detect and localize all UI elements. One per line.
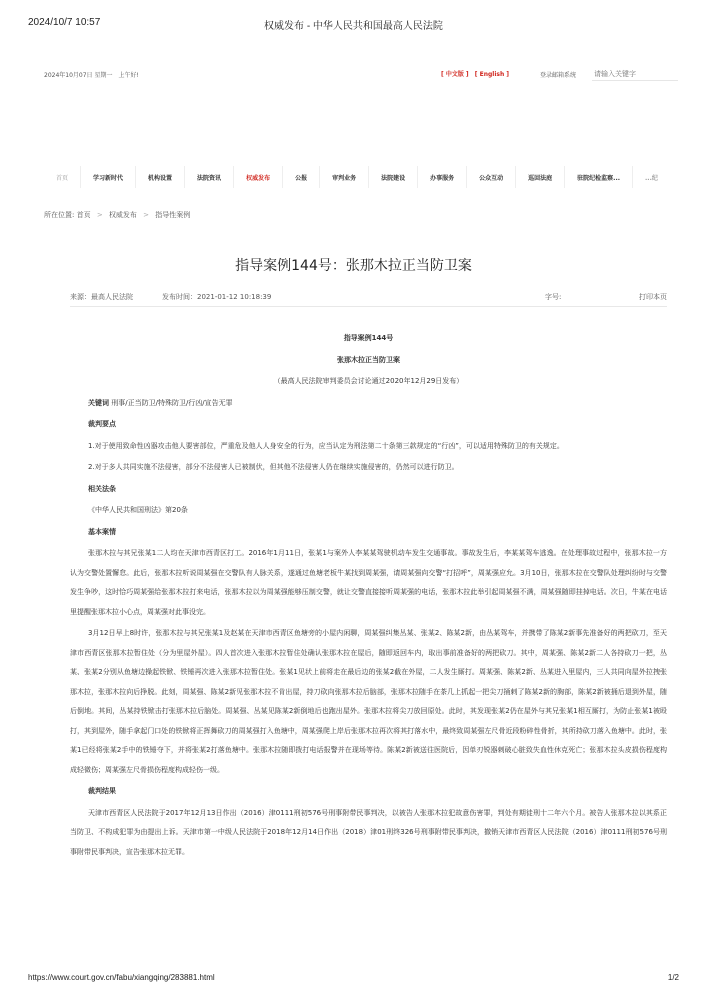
article-source: 来源：最高人民法院 — [70, 293, 133, 301]
nav-label: 巡回法庭 — [528, 174, 553, 182]
point-1: 1.对于使用致命性凶器攻击他人要害部位，严重危及他人人身安全的行为，应当认定为刑法第二十条第三款规定的“行凶”，可以适用特殊防卫的有关规定。 — [88, 441, 564, 450]
point-2: 2.对于多人共同实施不法侵害，部分不法侵害人已被制伏，但其他不法侵害人仍在继续实施侵害的，仍然可以进行防卫。 — [88, 463, 459, 471]
breadcrumb-releases[interactable]: 权威发布 — [108, 211, 137, 219]
section-heading-result: 裁判结果 — [88, 787, 116, 795]
section-heading-facts: 基本案情 — [88, 527, 116, 536]
nav-label: 法院资讯 — [197, 174, 222, 182]
nav-label: 首页 — [56, 174, 69, 182]
nav-label: 公报 — [295, 174, 308, 182]
result-paragraph: 天津市西青区人民法院于2017年12月13日作出（2016）津0111刑初576号刑事附带民事判决，以被告人张那木拉犯故意伤害罪，判处有期徒刑十二年六个月。被告人张那木拉以其系正当防卫、不构成犯罪为由提出上诉。天津市第一中级人民法院于2018年12月14日作出（2018）津01刑终326号刑事附带民事判决，撤销天津市西青区人民法院（2016）津0111刑初576号刑事附带民事判决，宣告张那木拉无罪。 — [70, 808, 667, 856]
related-law: 《中华人民共和国刑法》第20条 — [88, 506, 188, 514]
nav-item-organization[interactable] — [136, 166, 185, 188]
current-date: 2024年10月07日 星期一 上午好! — [44, 72, 139, 79]
case-number: 指导案例144号 — [343, 334, 394, 342]
nav-item-discipline[interactable] — [565, 166, 633, 188]
nav-item-interaction[interactable] — [467, 166, 516, 188]
case-subtitle: （最高人民法院审判委员会讨论通过2020年12月29日发布） — [273, 377, 464, 385]
keywords-line — [70, 394, 667, 414]
breadcrumb-prefix: 所在位置: — [44, 211, 75, 219]
nav-item-trial[interactable] — [320, 166, 369, 188]
article-body — [70, 329, 667, 864]
nav-label: 权威发布 — [246, 174, 271, 182]
nav-label: 公众互动 — [479, 174, 504, 182]
breadcrumb — [44, 210, 190, 220]
lang-chinese-link[interactable]: [ 中文版 ] — [441, 71, 469, 78]
print-timestamp: 2024/10/7 10:57 — [28, 17, 101, 28]
font-size-control[interactable]: 字号: — [545, 293, 562, 301]
nav-label: 驻院纪检监察... — [577, 174, 621, 182]
article-publish-time: 发布时间：2021-01-12 10:18:39 — [162, 293, 272, 301]
search-input[interactable] — [592, 68, 678, 81]
nav-item-construction[interactable] — [369, 166, 418, 188]
nav-item-more[interactable] — [633, 166, 670, 188]
article-title: 指导案例144号：张那木拉正当防卫案 — [235, 258, 472, 274]
breadcrumb-guiding-cases[interactable]: 指导性案例 — [155, 211, 191, 219]
nav-label: 审判业务 — [332, 174, 357, 182]
print-page-link[interactable]: 打印本页 — [639, 293, 667, 301]
nav-item-home[interactable] — [44, 166, 81, 188]
mail-login-link[interactable]: 登录邮箱系统 — [540, 72, 577, 79]
section-heading-law: 相关法条 — [88, 484, 116, 493]
nav-label: 机构设置 — [148, 174, 173, 182]
facts-paragraph-2: 3月12日早上8时许，张那木拉与其兄张某1及赵某在天津市西青区鱼塘旁的小屋内闲聊，周某强纠集丛某、张某2、陈某2新，由丛某驾车，并携带了陈某2新事先准备好的两把砍刀，至天津市西青区张那木拉暂住处（分为里屋外屋）。四人首次进入张那木拉暂住处确认张那木拉在屋后，随即返回车内，取出事前准备好的两把砍刀。其中，周某强、陈某2新二人各持砍刀一把，丛某、张某2分别从鱼塘边操起铁锨、铁锤再次进入张那木拉暂住处。张某1见状上前将走在最后边的张某2截在外屋，二人发生厮打。周某强、陈某2新、丛某进入里屋内，三人共同向屋外拉拽张那木拉，张那木拉向后挣脱。此刻，周某强、陈某2新见张那木拉不肯出屋，持刀砍向张那木拉后脑部，张那木拉随手在茶几上抓起一把尖刀捅刺了陈某2新的胸部，陈某2新被捅后退到外屋，随后倒地。其间，丛某持铁锨击打张那木拉后脑处。周某强、丛某见陈某2新倒地后也跑出屋外。张那木拉将尖刀放回原处。此时，其发现张某2仍在屋外与其兄张某1相互厮打，为防止张某1被殴打，其到屋外，随手拿起门口处的铁锨将正挥舞砍刀的周某强打入鱼塘中，周某强爬上岸后张那木拉再次将其打落水中，最终致周某强左尺骨近段粉碎性骨折，其所持砍刀落入鱼塘中。此时，张某1已经将张某2手中的铁锤夺下，并将张某2打落鱼塘中。张那木拉随即拨打电话报警并在现场等待。陈某2新被送往医院后，因单刃锐器刺破心脏致失血性休克死亡；张那木拉头皮损伤程度构成轻微伤；周某强左尺骨损伤程度构成轻伤一级。 — [70, 629, 667, 774]
nav-label: 办事服务 — [430, 174, 455, 182]
nav-label: 学习新时代 — [93, 174, 124, 182]
nav-item-circuit-court[interactable] — [516, 166, 565, 188]
keywords-label: 关键词 — [88, 398, 109, 407]
print-page-title: 权威发布 - 中华人民共和国最高人民法院 — [264, 21, 443, 32]
main-nav — [44, 166, 707, 188]
case-name: 张那木拉正当防卫案 — [337, 355, 400, 364]
lang-english-link[interactable]: [ English ] — [474, 71, 510, 78]
nav-item-study[interactable] — [81, 166, 136, 188]
nav-item-releases[interactable] — [234, 166, 283, 188]
language-switch — [441, 69, 513, 78]
top-bar — [0, 68, 707, 82]
page-url: https://www.court.gov.cn/fabu/xiangqing/283881.html — [28, 973, 215, 982]
breadcrumb-separator: > — [143, 211, 150, 219]
nav-item-news[interactable] — [185, 166, 234, 188]
section-heading-points: 裁判要点 — [88, 420, 116, 428]
nav-label: ...纪 — [645, 174, 658, 182]
nav-label: 法院建设 — [381, 174, 406, 182]
breadcrumb-separator: > — [96, 211, 103, 219]
divider — [70, 306, 667, 307]
nav-item-services[interactable] — [418, 166, 467, 188]
nav-item-gazette[interactable] — [283, 166, 320, 188]
facts-paragraph-1: 张那木拉与其兄张某1二人均在天津市西青区打工。2016年1月11日，张某1与案外人李某某驾驶机动车发生交通事故。事故发生后，李某某驾车逃逸。在处理事故过程中，张那木拉一方认为交警处置懈怠。此后，张那木拉听说周某强在交警队有人脉关系，遂通过鱼塘老板牛某找到周某强，请周某强向交警“打招呼”，周某强应允。3月10日，张那木拉在交警队处理纠纷时与交警发生争吵，这时恰巧周某强给张那木拉打来电话，张那木拉以为周某强能够压制交警，就让交警直接接听周某强的电话，张那木拉此举引起周某强不满，周某强随即挂掉电话。次日，牛某在电话里提醒张那木拉小心点，周某强对此事没完。 — [70, 549, 667, 616]
page-number: 1/2 — [667, 973, 679, 982]
breadcrumb-home[interactable]: 首页 — [76, 211, 91, 219]
keywords-value: 刑事/正当防卫/特殊防卫/行凶/宣告无罪 — [111, 398, 233, 407]
